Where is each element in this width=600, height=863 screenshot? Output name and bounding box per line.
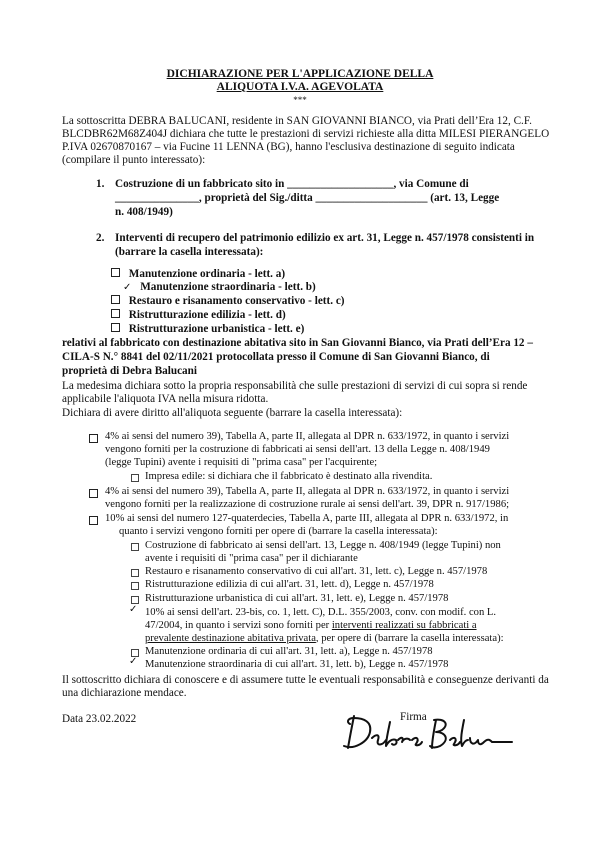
work-type-option[interactable]: Restauro e risanamento conservativo - lett. c) [111, 295, 345, 308]
rate-option-line: 4% ai sensi del numero 39), Tabella A, parte II, allegata al DPR n. 633/1972, in quanto i servizi [105, 431, 510, 442]
checkbox-unchecked-icon[interactable] [131, 543, 139, 551]
checkbox-unchecked-icon[interactable] [131, 474, 139, 482]
rate-suboption: Costruzione di fabbricato ai sensi dell'art. 13, Legge n. 408/1949 (legge Tupini) non [145, 540, 501, 551]
work-type-option[interactable]: Ristrutturazione edilizia - lett. d) [111, 309, 286, 322]
checkmark-icon[interactable]: ✓ [123, 282, 132, 293]
rate-suboption: Manutenzione straordinaria di cui all'art. 31, lett. b), Legge n. 457/1978 [145, 659, 449, 670]
item-2-number: 2. [96, 232, 105, 244]
rate-suboption: Manutenzione ordinaria di cui all'art. 31, lett. a), Legge n. 457/1978 [145, 646, 433, 657]
rate-option-line: vengono forniti per la realizzazione di costruzione rurale ai sensi dell'art. 39, DPR n. 917/1986; [105, 499, 510, 510]
intro-line: La sottoscritta DEBRA BALUCANI, residente in SAN GIOVANNI BIANCO, via Prati dell’Era 12, C.F. [62, 115, 532, 127]
rate-option-line: prevalente destinazione abitativa privata, per opere di (barrare la casella interessata): [145, 633, 504, 644]
declaration-line: Dichiara di avere diritto all'aliquota seguente (barrare la casella interessata): [62, 407, 403, 419]
checkbox-unchecked-icon[interactable] [111, 268, 120, 277]
rate-suboption: Ristrutturazione edilizia di cui all'art. 31, lett. d), Legge n. 457/1978 [145, 579, 434, 590]
item-1-line: n. 408/1949) [115, 206, 173, 218]
document-subtitle: ALIQUOTA I.V.A. AGEVOLATA [216, 81, 384, 93]
checkbox-unchecked-icon[interactable] [89, 434, 98, 443]
document-title: DICHIARAZIONE PER L'APPLICAZIONE DELLA [166, 68, 434, 80]
rate-suboption: Restauro e risanamento conservativo di cui all'art. 31, lett. c), Legge n. 457/1978 [145, 566, 488, 577]
checkbox-unchecked-icon[interactable] [89, 516, 98, 525]
declaration-line: La medesima dichiara sotto la propria responsabilità che sulle prestazioni di servizi di cui sopra si rende [62, 380, 528, 392]
declaration-line: applicabile l'aliquota IVA nella misura ridotta. [62, 393, 269, 405]
checkbox-unchecked-icon[interactable] [131, 569, 139, 577]
checkbox-unchecked-icon[interactable] [111, 323, 120, 332]
handwritten-signature [340, 712, 515, 754]
item-1-line: _______________, proprietà del Sig./ditta ____________________ (art. 13, Legge [115, 192, 500, 204]
rate-suboption: Impresa edile: si dichiara che il fabbricato è destinato alla rivendita. [145, 471, 433, 482]
rate-option-line: 10% ai sensi del numero 127-quaterdecies, Tabella A, parte III, allegata al DPR n. 633/1972, in [105, 513, 509, 524]
closing-line: una dichiarazione mendace. [62, 687, 187, 699]
rate-suboption: Ristrutturazione urbanistica di cui all'art. 31, lett. e), Legge n. 457/1978 [145, 593, 449, 604]
intro-line: (compilare il punto interessato): [62, 154, 206, 166]
rate-option-line: (legge Tupini) avente i requisiti di "prima casa" per l'acquirente; [105, 457, 378, 468]
item-1-line: Costruzione di un fabbricato sito in ___________________, via Comune di [115, 178, 469, 190]
checkmark-icon[interactable]: ✓ [129, 604, 138, 615]
checkbox-unchecked-icon[interactable] [131, 596, 139, 604]
item-2-line: Interventi di recupero del patrimonio edilizio ex art. 31, Legge n. 457/1978 consistenti in [115, 232, 535, 244]
work-type-option[interactable]: Manutenzione ordinaria - lett. a) [111, 268, 285, 281]
intro-line: P.IVA 02670870167 – via Fucine 11 LENNA (BG), hanno l'esclusiva destinazione di seguito indicata [62, 141, 515, 153]
checkmark-icon[interactable]: ✓ [129, 656, 138, 667]
rate-option-line: 10% ai sensi dell'art. 23-bis, co. 1, lett. C), D.L. 355/2003, conv. con modif. con L. [145, 607, 497, 618]
property-line: proprietà di Debra Balucani [62, 365, 197, 377]
intro-line: BLCDBR62M68Z404J dichiara che tutte le prestazioni di servizi richieste alla ditta MILESI PIERANGELO [62, 128, 550, 140]
checkbox-unchecked-icon[interactable] [89, 489, 98, 498]
rate-option-line: quanto i servizi vengono forniti per opere di (barrare la casella interessata): [119, 526, 438, 537]
rate-option-line: 4% ai sensi del numero 39), Tabella A, parte II, allegata al DPR n. 633/1972, in quanto i servizi [105, 486, 510, 497]
item-1-number: 1. [96, 178, 105, 190]
checkbox-unchecked-icon[interactable] [131, 582, 139, 590]
rate-option-line: 47/2004, in quanto i servizi sono forniti per interventi realizzati su fabbricati a [145, 620, 477, 631]
checkbox-unchecked-icon[interactable] [111, 295, 120, 304]
date-text: Data 23.02.2022 [62, 713, 137, 725]
title-separator: *** [293, 95, 307, 105]
signature-label: Firma [400, 711, 427, 723]
rate-suboption: avente i requisiti di "prima casa" per il dichiarante [145, 553, 358, 564]
item-2-line: (barrare la casella interessata): [115, 246, 264, 258]
closing-line: Il sottoscritto dichiara di conoscere e di assumere tutte le eventuali responsabilità e conseguenze derivanti da [62, 674, 549, 686]
rate-option-line: vengono forniti per la costruzione di fabbricati ai sensi dell'art. 13 della Legge n. 408/1949 [105, 444, 490, 455]
property-line: relativi al fabbricato con destinazione abitativa sito in San Giovanni Bianco, via Prati dell’Era 12 – [62, 337, 533, 349]
work-type-option[interactable]: Ristrutturazione urbanistica - lett. e) [111, 323, 304, 336]
work-type-option[interactable]: ✓ Manutenzione straordinaria - lett. b) [123, 281, 316, 293]
checkbox-unchecked-icon[interactable] [111, 309, 120, 318]
property-line: CILA-S N.° 8841 del 02/11/2021 protocollata presso il Comune di San Giovanni Bianco, di [62, 351, 490, 363]
